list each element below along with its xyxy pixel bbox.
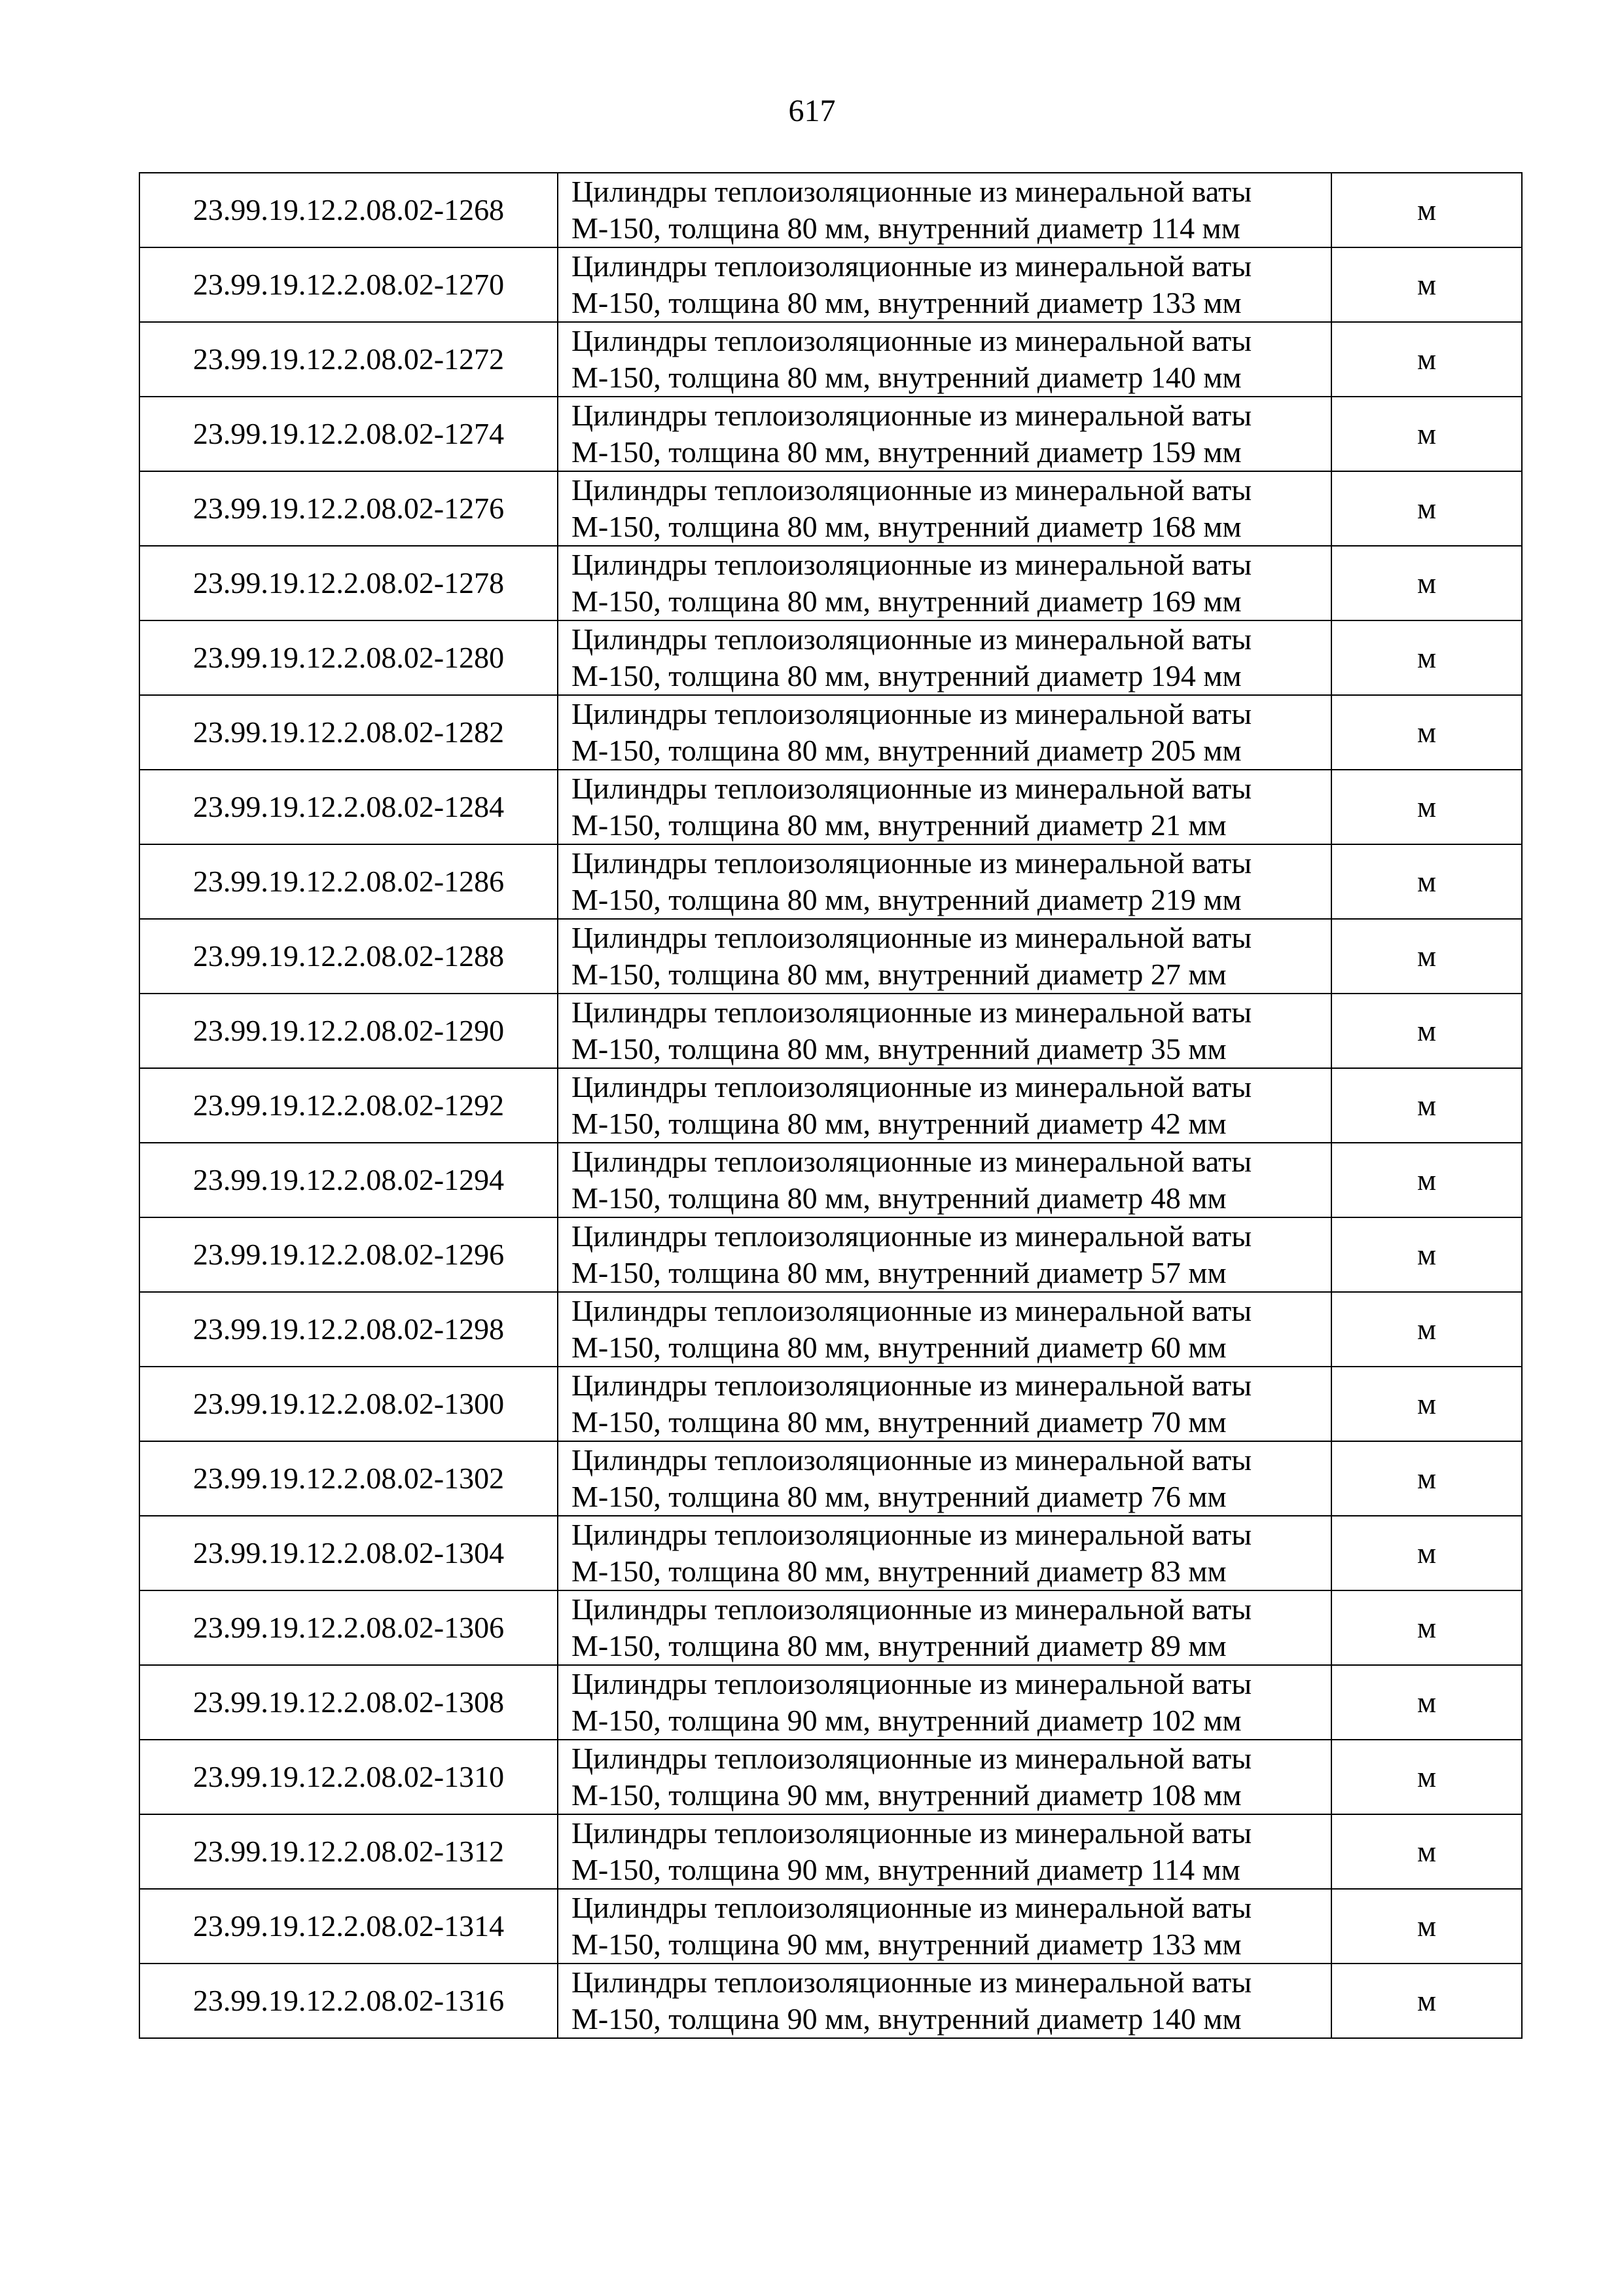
row-code: 23.99.19.12.2.08.02-1298 <box>139 1292 558 1367</box>
row-code: 23.99.19.12.2.08.02-1306 <box>139 1590 558 1665</box>
description-line-1: Цилиндры теплоизоляционные из минеральной ваты <box>571 1518 1252 1551</box>
row-description <box>558 1292 1331 1367</box>
description-line-1: Цилиндры теплоизоляционные из минеральной ваты <box>571 1742 1252 1775</box>
row-description <box>558 247 1331 322</box>
description-line-2: М-150, толщина 90 мм, внутренний диаметр 133 мм <box>571 1928 1242 1961</box>
description-line-1: Цилиндры теплоизоляционные из минеральной ваты <box>571 548 1252 581</box>
description-line-2: М-150, толщина 80 мм, внутренний диаметр 27 мм <box>571 958 1227 991</box>
description-line-2: М-150, толщина 80 мм, внутренний диаметр 159 мм <box>571 435 1242 469</box>
table-row <box>139 1217 1522 1292</box>
table-row <box>139 1068 1522 1143</box>
row-description <box>558 1217 1331 1292</box>
row-code: 23.99.19.12.2.08.02-1270 <box>139 247 558 322</box>
row-description <box>558 322 1331 397</box>
row-description <box>558 1889 1331 1964</box>
row-description <box>558 770 1331 844</box>
row-code: 23.99.19.12.2.08.02-1284 <box>139 770 558 844</box>
row-code: 23.99.19.12.2.08.02-1278 <box>139 546 558 620</box>
row-code: 23.99.19.12.2.08.02-1272 <box>139 322 558 397</box>
table-row <box>139 247 1522 322</box>
row-description <box>558 1516 1331 1590</box>
description-line-1: Цилиндры теплоизоляционные из минеральной ваты <box>571 1667 1252 1700</box>
row-description <box>558 1964 1331 2038</box>
table-row <box>139 546 1522 620</box>
table-row <box>139 620 1522 695</box>
table-row <box>139 994 1522 1068</box>
table-row <box>139 1964 1522 2038</box>
description-line-1: Цилиндры теплоизоляционные из минеральной ваты <box>571 399 1252 432</box>
table-row <box>139 1590 1522 1665</box>
table-row <box>139 919 1522 994</box>
row-unit: м <box>1331 1367 1522 1441</box>
description-line-1: Цилиндры теплоизоляционные из минеральной ваты <box>571 846 1252 880</box>
table-row <box>139 173 1522 247</box>
table-row <box>139 1292 1522 1367</box>
description-line-1: Цилиндры теплоизоляционные из минеральной ваты <box>571 324 1252 357</box>
row-code: 23.99.19.12.2.08.02-1294 <box>139 1143 558 1217</box>
description-line-1: Цилиндры теплоизоляционные из минеральной ваты <box>571 1965 1252 1999</box>
row-code: 23.99.19.12.2.08.02-1300 <box>139 1367 558 1441</box>
row-code: 23.99.19.12.2.08.02-1308 <box>139 1665 558 1740</box>
row-description <box>558 844 1331 919</box>
row-code: 23.99.19.12.2.08.02-1276 <box>139 471 558 546</box>
row-unit: м <box>1331 620 1522 695</box>
row-unit: м <box>1331 770 1522 844</box>
row-unit: м <box>1331 1516 1522 1590</box>
row-code: 23.99.19.12.2.08.02-1274 <box>139 397 558 471</box>
description-line-2: М-150, толщина 80 мм, внутренний диаметр 57 мм <box>571 1256 1227 1289</box>
row-unit: м <box>1331 1590 1522 1665</box>
row-code: 23.99.19.12.2.08.02-1296 <box>139 1217 558 1292</box>
row-description <box>558 695 1331 770</box>
row-code: 23.99.19.12.2.08.02-1312 <box>139 1814 558 1889</box>
row-description <box>558 620 1331 695</box>
materials-table <box>139 172 1523 2039</box>
description-line-1: Цилиндры теплоизоляционные из минеральной ваты <box>571 1592 1252 1626</box>
row-code: 23.99.19.12.2.08.02-1268 <box>139 173 558 247</box>
description-line-1: Цилиндры теплоизоляционные из минеральной ваты <box>571 1294 1252 1327</box>
row-description <box>558 994 1331 1068</box>
row-description <box>558 173 1331 247</box>
description-line-2: М-150, толщина 90 мм, внутренний диаметр 108 мм <box>571 1778 1242 1812</box>
description-line-2: М-150, толщина 80 мм, внутренний диаметр 76 мм <box>571 1480 1227 1513</box>
table-row <box>139 397 1522 471</box>
description-line-2: М-150, толщина 80 мм, внутренний диаметр 60 мм <box>571 1331 1227 1364</box>
row-unit: м <box>1331 471 1522 546</box>
description-line-1: Цилиндры теплоизоляционные из минеральной ваты <box>571 697 1252 730</box>
table-body <box>139 173 1522 2038</box>
row-description <box>558 1367 1331 1441</box>
description-line-1: Цилиндры теплоизоляционные из минеральной ваты <box>571 1443 1252 1477</box>
description-line-2: М-150, толщина 80 мм, внутренний диаметр 219 мм <box>571 883 1242 916</box>
row-code: 23.99.19.12.2.08.02-1288 <box>139 919 558 994</box>
description-line-2: М-150, толщина 80 мм, внутренний диаметр 168 мм <box>571 510 1242 543</box>
row-unit: м <box>1331 1665 1522 1740</box>
description-line-1: Цилиндры теплоизоляционные из минеральной ваты <box>571 249 1252 283</box>
table-row <box>139 1814 1522 1889</box>
description-line-2: М-150, толщина 80 мм, внутренний диаметр 89 мм <box>571 1629 1227 1662</box>
table-row <box>139 471 1522 546</box>
row-code: 23.99.19.12.2.08.02-1316 <box>139 1964 558 2038</box>
row-code: 23.99.19.12.2.08.02-1280 <box>139 620 558 695</box>
row-description <box>558 919 1331 994</box>
row-description <box>558 1814 1331 1889</box>
row-unit: м <box>1331 919 1522 994</box>
row-unit: м <box>1331 1441 1522 1516</box>
table-row <box>139 770 1522 844</box>
description-line-1: Цилиндры теплоизоляционные из минеральной ваты <box>571 1219 1252 1253</box>
description-line-2: М-150, толщина 90 мм, внутренний диаметр 140 мм <box>571 2002 1242 2036</box>
description-line-1: Цилиндры теплоизоляционные из минеральной ваты <box>571 1070 1252 1103</box>
row-unit: м <box>1331 1964 1522 2038</box>
row-code: 23.99.19.12.2.08.02-1310 <box>139 1740 558 1814</box>
description-line-2: М-150, толщина 90 мм, внутренний диаметр 102 мм <box>571 1704 1242 1737</box>
row-unit: м <box>1331 1068 1522 1143</box>
row-unit: м <box>1331 322 1522 397</box>
row-code: 23.99.19.12.2.08.02-1286 <box>139 844 558 919</box>
description-line-2: М-150, толщина 80 мм, внутренний диаметр 205 мм <box>571 734 1242 767</box>
row-unit: м <box>1331 1217 1522 1292</box>
row-unit: м <box>1331 1740 1522 1814</box>
table-row <box>139 844 1522 919</box>
table-row <box>139 1441 1522 1516</box>
row-unit: м <box>1331 844 1522 919</box>
description-line-1: Цилиндры теплоизоляционные из минеральной ваты <box>571 1816 1252 1850</box>
row-code: 23.99.19.12.2.08.02-1314 <box>139 1889 558 1964</box>
description-line-2: М-150, толщина 80 мм, внутренний диаметр 114 мм <box>571 211 1240 245</box>
description-line-1: Цилиндры теплоизоляционные из минеральной ваты <box>571 772 1252 805</box>
table-row <box>139 1740 1522 1814</box>
description-line-1: Цилиндры теплоизоляционные из минеральной ваты <box>571 1891 1252 1924</box>
row-description <box>558 1590 1331 1665</box>
description-line-1: Цилиндры теплоизоляционные из минеральной ваты <box>571 1369 1252 1402</box>
description-line-1: Цилиндры теплоизоляционные из минеральной ваты <box>571 622 1252 656</box>
row-unit: м <box>1331 247 1522 322</box>
table-row <box>139 1143 1522 1217</box>
description-line-2: М-150, толщина 80 мм, внутренний диаметр 140 мм <box>571 361 1242 394</box>
description-line-1: Цилиндры теплоизоляционные из минеральной ваты <box>571 175 1252 208</box>
row-unit: м <box>1331 546 1522 620</box>
description-line-2: М-150, толщина 80 мм, внутренний диаметр 194 мм <box>571 659 1242 692</box>
table-row <box>139 1665 1522 1740</box>
row-description <box>558 1441 1331 1516</box>
page-number: 617 <box>788 94 836 128</box>
table-row <box>139 695 1522 770</box>
description-line-1: Цилиндры теплоизоляционные из минеральной ваты <box>571 996 1252 1029</box>
row-unit: м <box>1331 1292 1522 1367</box>
row-code: 23.99.19.12.2.08.02-1290 <box>139 994 558 1068</box>
table-row <box>139 1516 1522 1590</box>
row-unit: м <box>1331 173 1522 247</box>
description-line-2: М-150, толщина 80 мм, внутренний диаметр 83 мм <box>571 1554 1227 1588</box>
row-unit: м <box>1331 1143 1522 1217</box>
table-row <box>139 322 1522 397</box>
row-code: 23.99.19.12.2.08.02-1302 <box>139 1441 558 1516</box>
description-line-2: М-150, толщина 80 мм, внутренний диаметр 35 мм <box>571 1032 1227 1066</box>
row-description <box>558 1665 1331 1740</box>
row-unit: м <box>1331 397 1522 471</box>
description-line-1: Цилиндры теплоизоляционные из минеральной ваты <box>571 1145 1252 1178</box>
row-code: 23.99.19.12.2.08.02-1282 <box>139 695 558 770</box>
description-line-2: М-150, толщина 80 мм, внутренний диаметр 133 мм <box>571 286 1242 319</box>
description-line-2: М-150, толщина 90 мм, внутренний диаметр 114 мм <box>571 1853 1240 1886</box>
description-line-2: М-150, толщина 80 мм, внутренний диаметр 21 мм <box>571 808 1227 842</box>
description-line-2: М-150, толщина 80 мм, внутренний диаметр 169 мм <box>571 584 1242 618</box>
row-code: 23.99.19.12.2.08.02-1292 <box>139 1068 558 1143</box>
description-line-2: М-150, толщина 80 мм, внутренний диаметр 48 мм <box>571 1181 1227 1215</box>
table-row <box>139 1367 1522 1441</box>
description-line-2: М-150, толщина 80 мм, внутренний диаметр 70 мм <box>571 1405 1227 1439</box>
row-description <box>558 1143 1331 1217</box>
row-unit: м <box>1331 1814 1522 1889</box>
table-row <box>139 1889 1522 1964</box>
row-description <box>558 397 1331 471</box>
description-line-1: Цилиндры теплоизоляционные из минеральной ваты <box>571 921 1252 954</box>
description-line-1: Цилиндры теплоизоляционные из минеральной ваты <box>571 473 1252 507</box>
row-unit: м <box>1331 994 1522 1068</box>
row-unit: м <box>1331 695 1522 770</box>
row-code: 23.99.19.12.2.08.02-1304 <box>139 1516 558 1590</box>
description-line-2: М-150, толщина 80 мм, внутренний диаметр 42 мм <box>571 1107 1227 1140</box>
row-description <box>558 1068 1331 1143</box>
row-description <box>558 546 1331 620</box>
row-unit: м <box>1331 1889 1522 1964</box>
row-description <box>558 471 1331 546</box>
row-description <box>558 1740 1331 1814</box>
